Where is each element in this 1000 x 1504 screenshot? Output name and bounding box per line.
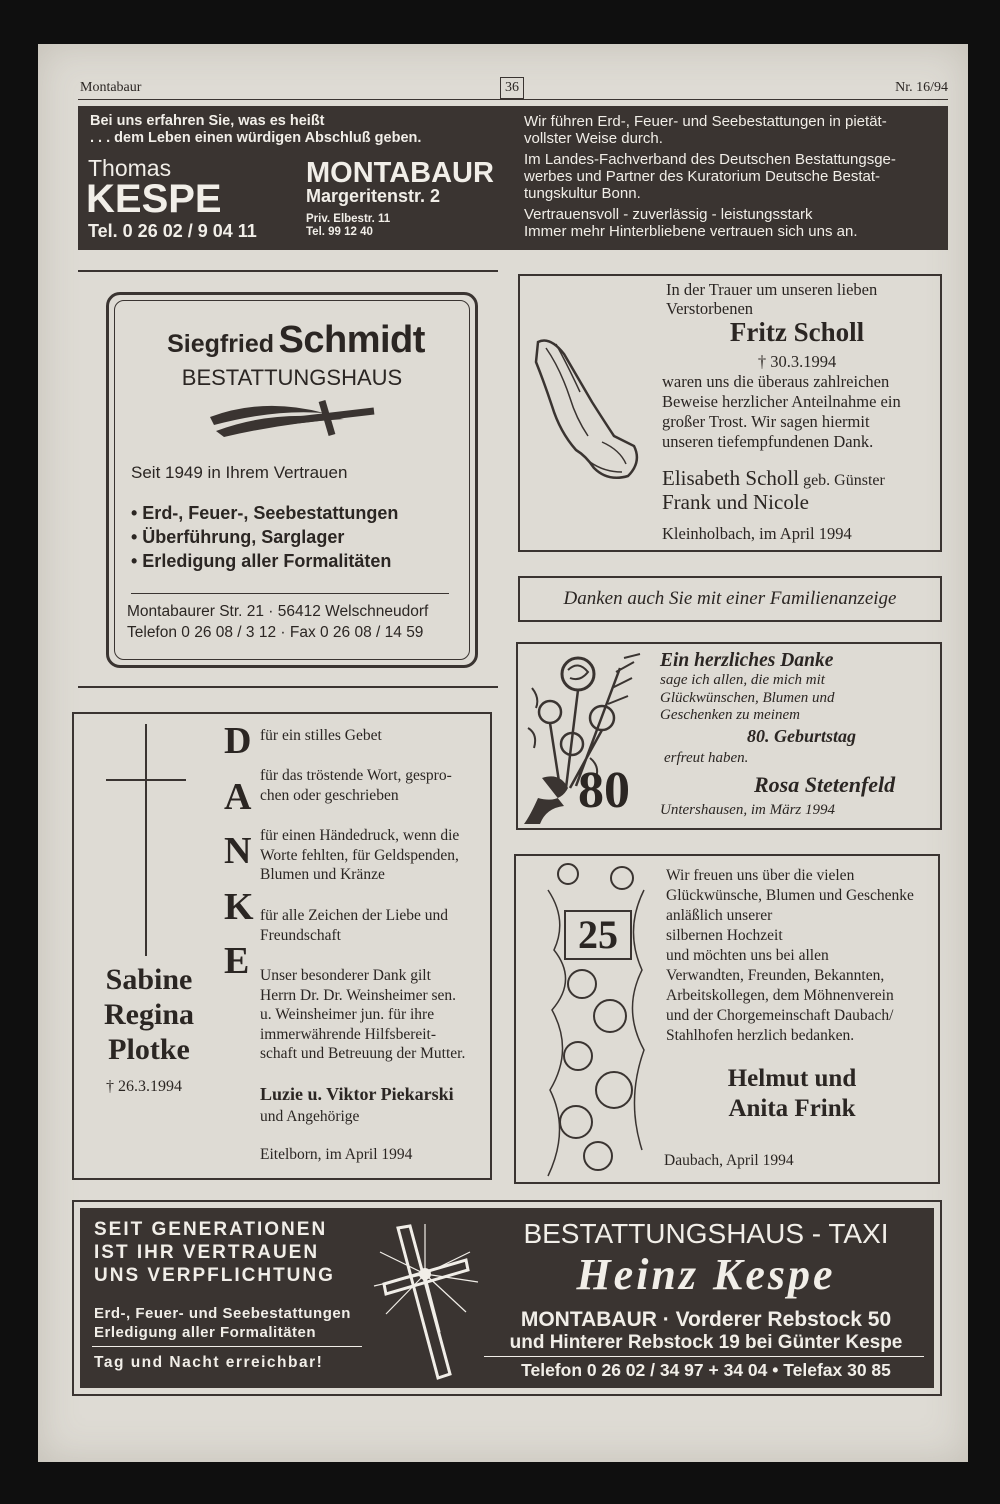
flower-garland-icon: [538, 860, 654, 1180]
kespe-top-street: Margeritenstr. 2: [306, 186, 441, 206]
birthday-text: sage ich allen, die mich mit Glückwünschen, Blumen und Geschenken zu meinem: [660, 672, 835, 723]
frink-text: Wir freuen uns über die vielen Glückwünsche, Blumen und Geschenke anläßlich unserer silbernen Hochzeit und möchten uns bei allen Verwandten, Freunden, Bekannten, Arbeitskollegen, dem Möhnenverein und der Chorgemeinschaft Daubach/ Stahlhofen herzlich bedanken.: [666, 867, 914, 1044]
birthday-closing: erfreut haben.: [664, 750, 749, 766]
scholl-text: waren uns die überaus zahlreichen Beweise herzlicher Anteilnahme ein großer Trost. Wir sagen hiermit unseren tiefempfundenen Dank.: [662, 372, 901, 451]
kespe-bottom-ad: [72, 1200, 942, 1396]
family-ad-banner: Danken auch Sie mit einer Familienanzeige: [518, 576, 942, 622]
glowing-cross-icon: [370, 1222, 480, 1382]
plotke-place: Eitelborn, im April 1994: [260, 1146, 413, 1163]
frink-anniversary-ad: [514, 854, 940, 1184]
kespe-top-phone: Tel. 0 26 02 / 9 04 11: [88, 221, 257, 241]
danke-letters: D A N K E: [224, 720, 254, 982]
schmidt-name: Siegfried Schmidt: [167, 319, 425, 361]
schmidt-services: • Erd-, Feuer-, Seebestattungen • Überführung, Sarglager • Erledigung aller Formalitäten: [131, 503, 399, 571]
birthday-thanks-ad: [516, 642, 942, 830]
scholl-place: Kleinholbach, im April 1994: [662, 524, 852, 543]
plotke-relatives: und Angehörige: [260, 1108, 360, 1125]
issue-number: Nr. 16/94: [895, 80, 948, 95]
scholl-thanks-ad: [518, 274, 942, 552]
kespe-top-ad: [78, 106, 948, 250]
anniversary-number: 25: [564, 910, 632, 960]
kespe-bottom-address: MONTABAUR · Vorderer Rebstock 50 und Hinterer Rebstock 19 bei Günter Kespe: [509, 1308, 903, 1353]
kespe-top-city: MONTABAUR: [306, 157, 494, 189]
danke-p3: für einen Händedruck, wenn die Worte fehlten, für Geldspenden, Blumen und Kränze: [260, 827, 460, 883]
praying-hands-icon: [530, 332, 648, 482]
plotke-death-date: † 26.3.1994: [106, 1078, 182, 1095]
plotke-signer: Luzie u. Viktor Piekarski: [260, 1084, 454, 1104]
schmidt-contact: Montabaurer Str. 21 · 56412 Welschneudorf Telefon 0 26 08 / 3 12 · Fax 0 26 08 / 14 59: [127, 603, 429, 641]
cross-icon: [106, 724, 186, 956]
kespe-bottom-business: BESTATTUNGSHAUS - TAXI: [523, 1218, 889, 1249]
schmidt-ad: [106, 292, 478, 668]
birthday-number: 80: [578, 762, 630, 819]
kespe-top-first-name: Thomas: [88, 155, 172, 181]
danke-p2: für das tröstende Wort, gespro- chen oder geschrieben: [260, 767, 452, 804]
plotke-name: Sabine Regina Plotke: [104, 963, 194, 1066]
schmidt-since: Seit 1949 in Ihrem Vertrauen: [131, 463, 348, 482]
scholl-intro: In der Trauer um unseren lieben Verstorbenen: [666, 280, 878, 318]
schmidt-business: BESTATTUNGSHAUS: [181, 365, 403, 390]
scholl-death-date: † 30.3.1994: [757, 352, 837, 371]
birthday-place: Untershausen, im März 1994: [660, 802, 835, 818]
danke-p4: für alle Zeichen der Liebe und Freundschaft: [260, 907, 449, 944]
frink-names: Helmut und Anita Frink: [727, 1065, 857, 1122]
page-number: 36: [500, 77, 524, 99]
kespe-top-slogan: Bei uns erfahren Sie, was es heißt . . . dem Leben einen würdigen Abschluß geben.: [90, 113, 422, 146]
column-rule: [78, 686, 498, 688]
header-place: Montabaur: [80, 80, 142, 95]
scholl-signer: Elisabeth Scholl geb. Günster: [662, 466, 885, 490]
kespe-bottom-phone: Telefon 0 26 02 / 34 97 + 34 04 • Telefax 30 85: [521, 1360, 891, 1380]
scholl-signer-2: Frank und Nicole: [662, 490, 809, 514]
scholl-deceased-name: Fritz Scholl: [729, 317, 865, 347]
birthday-title: Ein herzliches Danke: [660, 650, 834, 671]
kespe-bottom-slogan: SEIT GENERATIONEN IST IHR VERTRAUEN UNS VERPFLICHTUNG: [94, 1219, 335, 1286]
frink-place: Daubach, April 1994: [664, 1152, 794, 1169]
palm-cross-icon: [204, 395, 384, 443]
kespe-bottom-services: Erd-, Feuer- und Seebestattungen Erledigung aller Formalitäten: [94, 1305, 351, 1341]
birthday-occasion: 80. Geburtstag: [746, 726, 856, 746]
danke-p5: Unser besonderer Dank gilt Herrn Dr. Dr. Weinsheimer sen. u. Weinsheimer jun. für ihre immerwährende Hilfsbereit- schaft und Betreuung der Mutter.: [260, 967, 466, 1062]
column-rule: [78, 270, 498, 272]
kespe-bottom-availability: Tag und Nacht erreichbar!: [94, 1354, 324, 1371]
header-rule: [78, 99, 948, 100]
plotke-thanks-ad: [72, 712, 492, 1180]
kespe-top-last-name: KESPE: [86, 177, 222, 221]
birthday-name: Rosa Stetenfeld: [754, 772, 896, 797]
danke-p1: für ein stilles Gebet: [260, 727, 382, 744]
newspaper-page: [38, 44, 968, 1462]
kespe-top-private: Priv. Elbestr. 11 Tel. 99 12 40: [306, 213, 391, 238]
kespe-bottom-name: Heinz Kespe: [576, 1250, 836, 1299]
kespe-top-description: Wir führen Erd-, Feuer- und Seebestattungen in pietät- vollster Weise durch. Im Landes-Fachverband des Deutschen Bestattungsge- werbes und Partner des Kuratorium Deutsche Bestat- tungskultur Bonn. Vertrauensvoll - zuverlässig - leistungsstark Immer mehr Hinterbliebene vertrauen sich uns an.: [524, 113, 896, 240]
